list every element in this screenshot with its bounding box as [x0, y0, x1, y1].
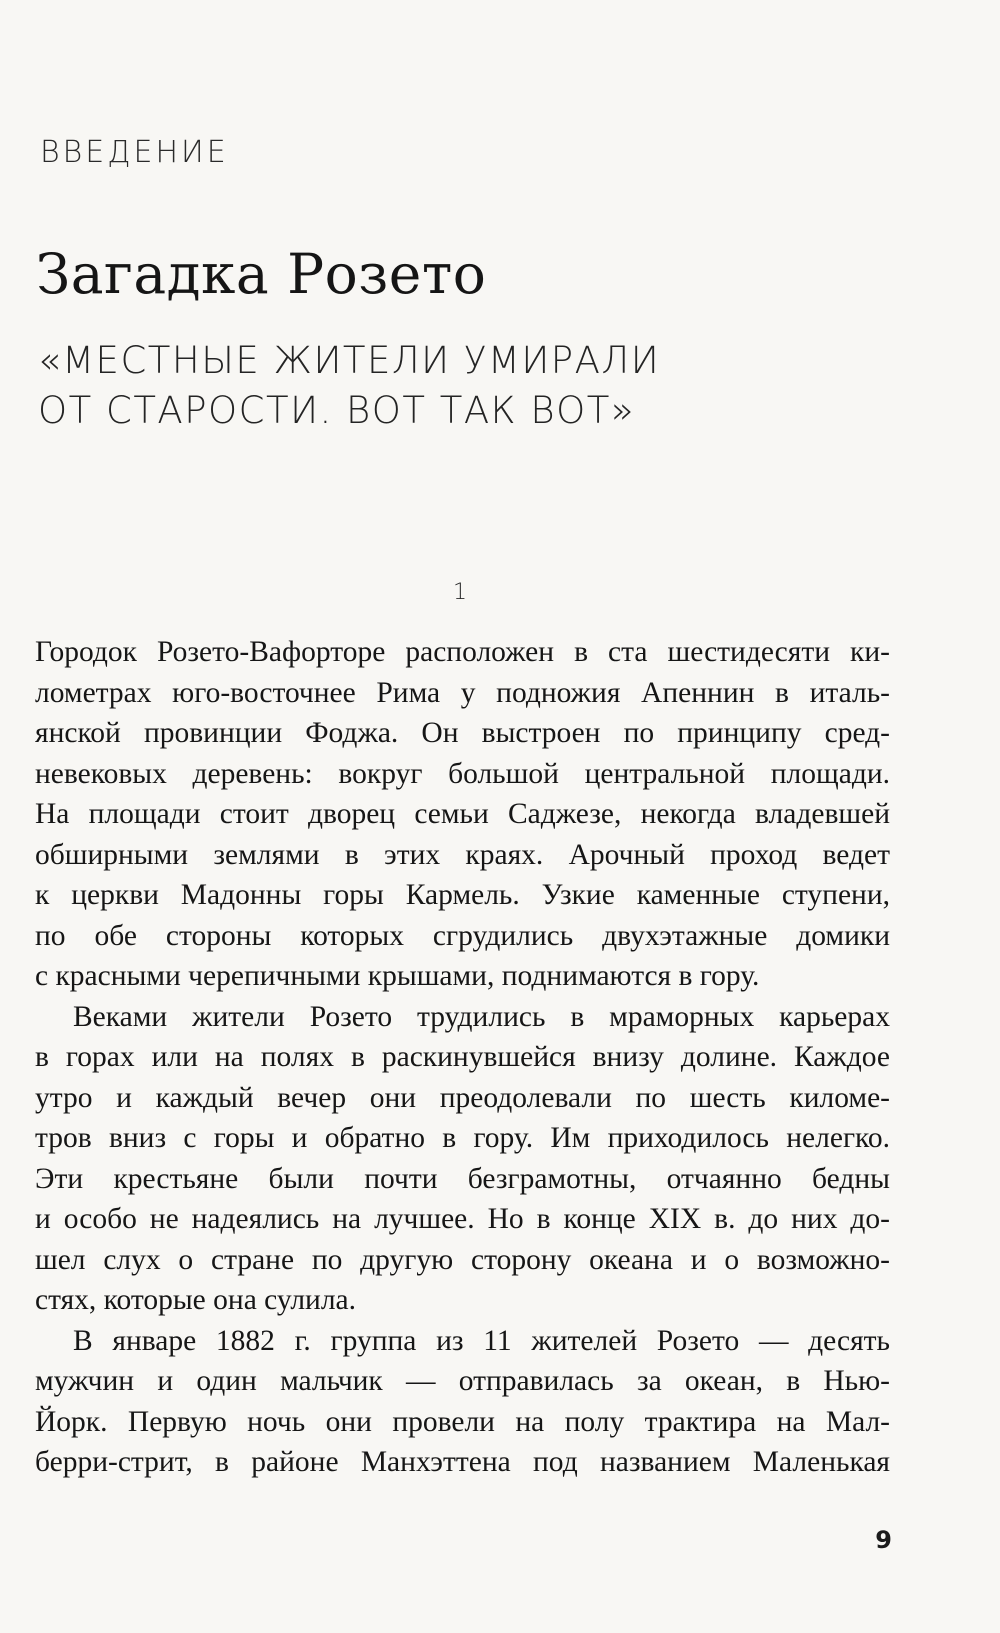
- text-line: берри-стрит, в районе Манхэттена под названием Маленькая: [35, 1446, 890, 1478]
- text-line: Веками жители Розето трудились в мраморных карьерах: [73, 1000, 890, 1033]
- epigraph: [38, 336, 798, 436]
- text-line: и особо не надеялись на лучшее. Но в конце XIX в. до них до-: [35, 1203, 890, 1235]
- text-line: к церкви Мадонны горы Кармель. Узкие каменные ступени,: [35, 879, 890, 911]
- text-line: обширными землями в этих краях. Арочный проход ведет: [35, 838, 890, 871]
- text-line: Эти крестьяне были почти безграмотны, отчаянно бедны: [35, 1162, 890, 1195]
- page-number: 9: [875, 1526, 892, 1554]
- text-line: В январе 1882 г. группа из 11 жителей Розето — десять: [73, 1324, 890, 1357]
- epigraph-line: ОТ СТАРОСТИ. ВОТ ТАК ВОТ»: [38, 389, 635, 432]
- body-text: [35, 632, 890, 1483]
- text-line: в горах или на полях в раскинувшейся внизу долине. Каждое: [35, 1041, 890, 1073]
- text-line: Йорк. Первую ночь они провели на полу трактира на Мал-: [35, 1405, 890, 1438]
- text-line: янской провинции Фоджа. Он выстроен по принципу сред-: [35, 717, 890, 749]
- epigraph-line: «МЕСТНЫЕ ЖИТЕЛИ УМИРАЛИ: [38, 339, 661, 382]
- text-line: лометрах юго-восточнее Рима у подножия Апеннин в италь-: [35, 676, 890, 709]
- chapter-title: Загадка Розето: [36, 242, 487, 306]
- text-line: шел слух о стране по другую сторону океана и о возможно-: [35, 1243, 890, 1276]
- text-line: невековых деревень: вокруг большой центральной площади.: [35, 757, 890, 790]
- text-line: тров вниз с горы и обратно в гору. Им приходилось нелегко.: [35, 1122, 890, 1154]
- text-line: по обе стороны которых сгрудились двухэтажные домики: [35, 919, 890, 952]
- text-line: утро и каждый вечер они преодолевали по шесть киломе-: [35, 1081, 890, 1114]
- section-label: ВВЕДЕНИЕ: [40, 135, 229, 170]
- text-line: с красными черепичными крышами, поднимаются в гору.: [35, 960, 760, 992]
- text-line: стях, которые она сулила.: [35, 1284, 357, 1316]
- text-line: На площади стоит дворец семьи Саджезе, некогда владевшей: [35, 798, 890, 830]
- text-line: мужчин и один мальчик — отправилась за океан, в Нью-: [35, 1365, 890, 1397]
- section-number: 1: [453, 580, 467, 605]
- text-line: Городок Розето-Вафорторе расположен в ста шестидесяти ки-: [35, 636, 890, 668]
